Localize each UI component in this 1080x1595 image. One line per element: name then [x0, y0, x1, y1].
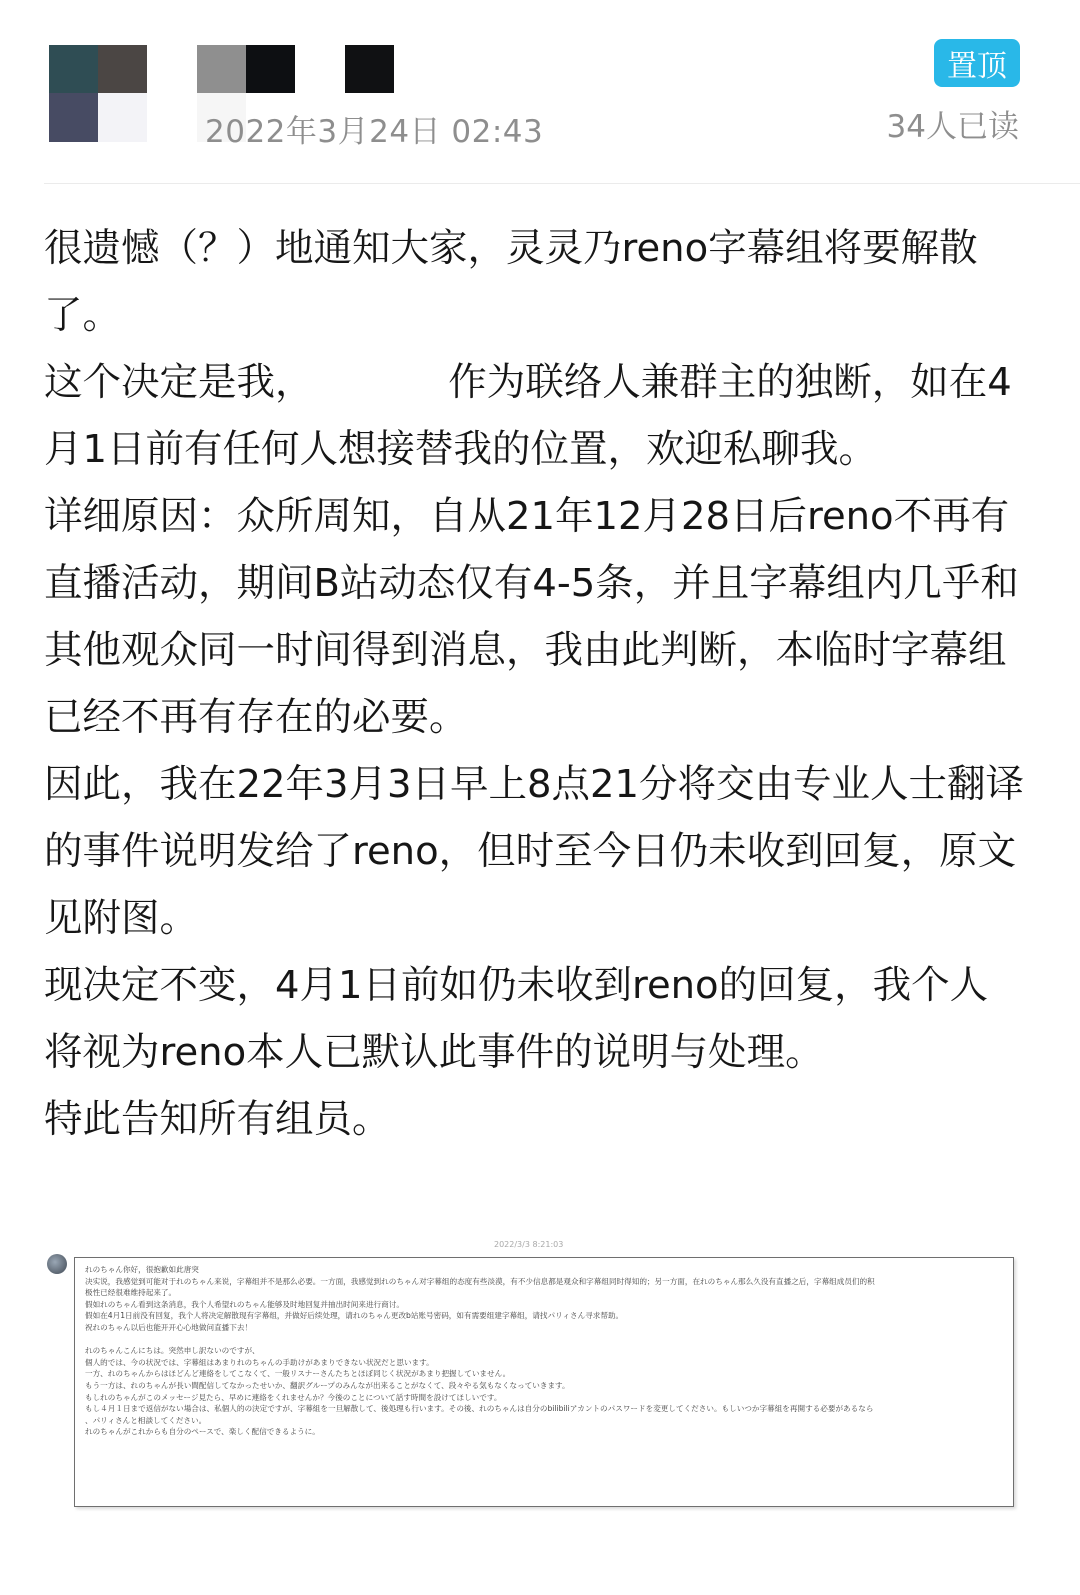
header-divider: [44, 183, 1080, 184]
avatar-pixel: [345, 45, 394, 93]
message-line: 假如れのちゃん看到这条消息，我个人希望れのちゃん能够及时地回复并抽出时间来进行商讨。: [85, 1299, 404, 1309]
message-line: れのちゃんがこれからも自分のペースで、楽しく配信できるように。: [85, 1427, 320, 1437]
avatar-pixel: [246, 45, 295, 93]
message-line: 假如在4月1日前没有回复，我个人将决定解散现有字幕组，并做好后续处理，请れのちゃん更改b站账号密码，如有需要组建字幕组，请找パリィさん寻求帮助。: [85, 1311, 624, 1321]
avatar-pixel: [49, 93, 98, 142]
attached-image[interactable]: [44, 1240, 1024, 1525]
post-paragraph: 特此告知所有组员。: [44, 1097, 391, 1142]
message-line: 决实说，我感觉到可能对于れのちゃん来说，字幕组并不是那么必要。一方面，我感觉到れのちゃん对字幕组的态度有些淡漠，有不少信息都是观众和字幕组同时得知的；另一方面，在れのちゃん那么久没有直播之后，字幕组成员们的积: [85, 1276, 875, 1286]
message-line: 個人的では、今の状況では、字幕組はあまりれのちゃんの手助けがあまりできない状況だと思います。: [85, 1357, 434, 1367]
message-line: 、パリィさんと相談してください。: [85, 1415, 207, 1425]
avatar-pixel: [98, 93, 147, 142]
post-paragraph: 现决定不变，4月1日前如仍未收到reno的回复，我个人将视为reno本人已默认此事件的说明与处理。: [44, 963, 989, 1075]
post-timestamp: 2022年3月24日 02:43: [205, 114, 544, 150]
message-line: れのちゃん你好，很抱歉如此唐突: [85, 1265, 199, 1274]
avatar-pixel: [147, 45, 196, 93]
message-line: [85, 1334, 1003, 1346]
message-line: 一方、れのちゃんからはほどんど連絡をしてこなくて、一般リスナーさんたちとほぼ同じく状況があまり把握していません。: [85, 1369, 511, 1379]
post-paragraph: 这个决定是我， 作为联络人兼群主的独断，如在4月1日前有任何人想接替我的位置，欢迎私聊我。: [44, 360, 1012, 472]
message-screenshot: [74, 1257, 1014, 1507]
post-body: [44, 215, 1024, 1153]
avatar-pixel: [49, 45, 98, 93]
post-paragraph: 很遗憾（？）地通知大家，灵灵乃reno字幕组将要解散了。: [44, 226, 978, 338]
avatar-pixel: [295, 45, 344, 93]
post-paragraph: 详细原因：众所周知，自从21年12月28日后reno不再有直播活动，期间B站动态仅有4-5条，并且字幕组内几乎和其他观众同一时间得到消息，我由此判断，本临时字幕组已经不再有存在的必要。: [44, 494, 1019, 740]
message-line: もう一方は、れのちゃんが長い間配信してなかったせいか、翻訳グループのみんなが出来ることがなくて、段々やる気もなくなっていきます。: [85, 1380, 570, 1390]
message-timestamp: 2022/3/3 8:21:03: [494, 1240, 564, 1249]
avatar-pixel: [197, 45, 246, 93]
read-count[interactable]: 34人已读: [886, 109, 1019, 145]
avatar-pixel: [98, 45, 147, 93]
message-line: もしれのちゃんがこのメッセージ見たら、早めに連絡をくれませんか？今後のことについて話す時間を設けてほしいです。: [85, 1392, 502, 1402]
message-line: 极性已经很难维持起来了。: [85, 1288, 177, 1298]
sender-avatar-icon: [47, 1254, 67, 1274]
message-line: もし４月１日まで返信がない場合は、私個人的の決定ですが、字幕組を一旦解散して、後処理も行います。その後、れのちゃんは自分のbilibiliアカントのパスワードを変更してください。もしいつか字幕組を再開する必要があるなら: [85, 1404, 874, 1414]
message-line: 祝れのちゃん以后也能开开心心地做问直播下去！: [85, 1322, 253, 1332]
post-paragraph: 因此，我在22年3月3日早上8点21分将交由专业人士翻译的事件说明发给了reno，但时至今日仍未收到回复，原文见附图。: [44, 762, 1024, 941]
message-line: れのちゃんこんにちは。突然申し訳ないのですが、: [85, 1346, 260, 1356]
pinned-badge: 置顶: [934, 39, 1020, 87]
